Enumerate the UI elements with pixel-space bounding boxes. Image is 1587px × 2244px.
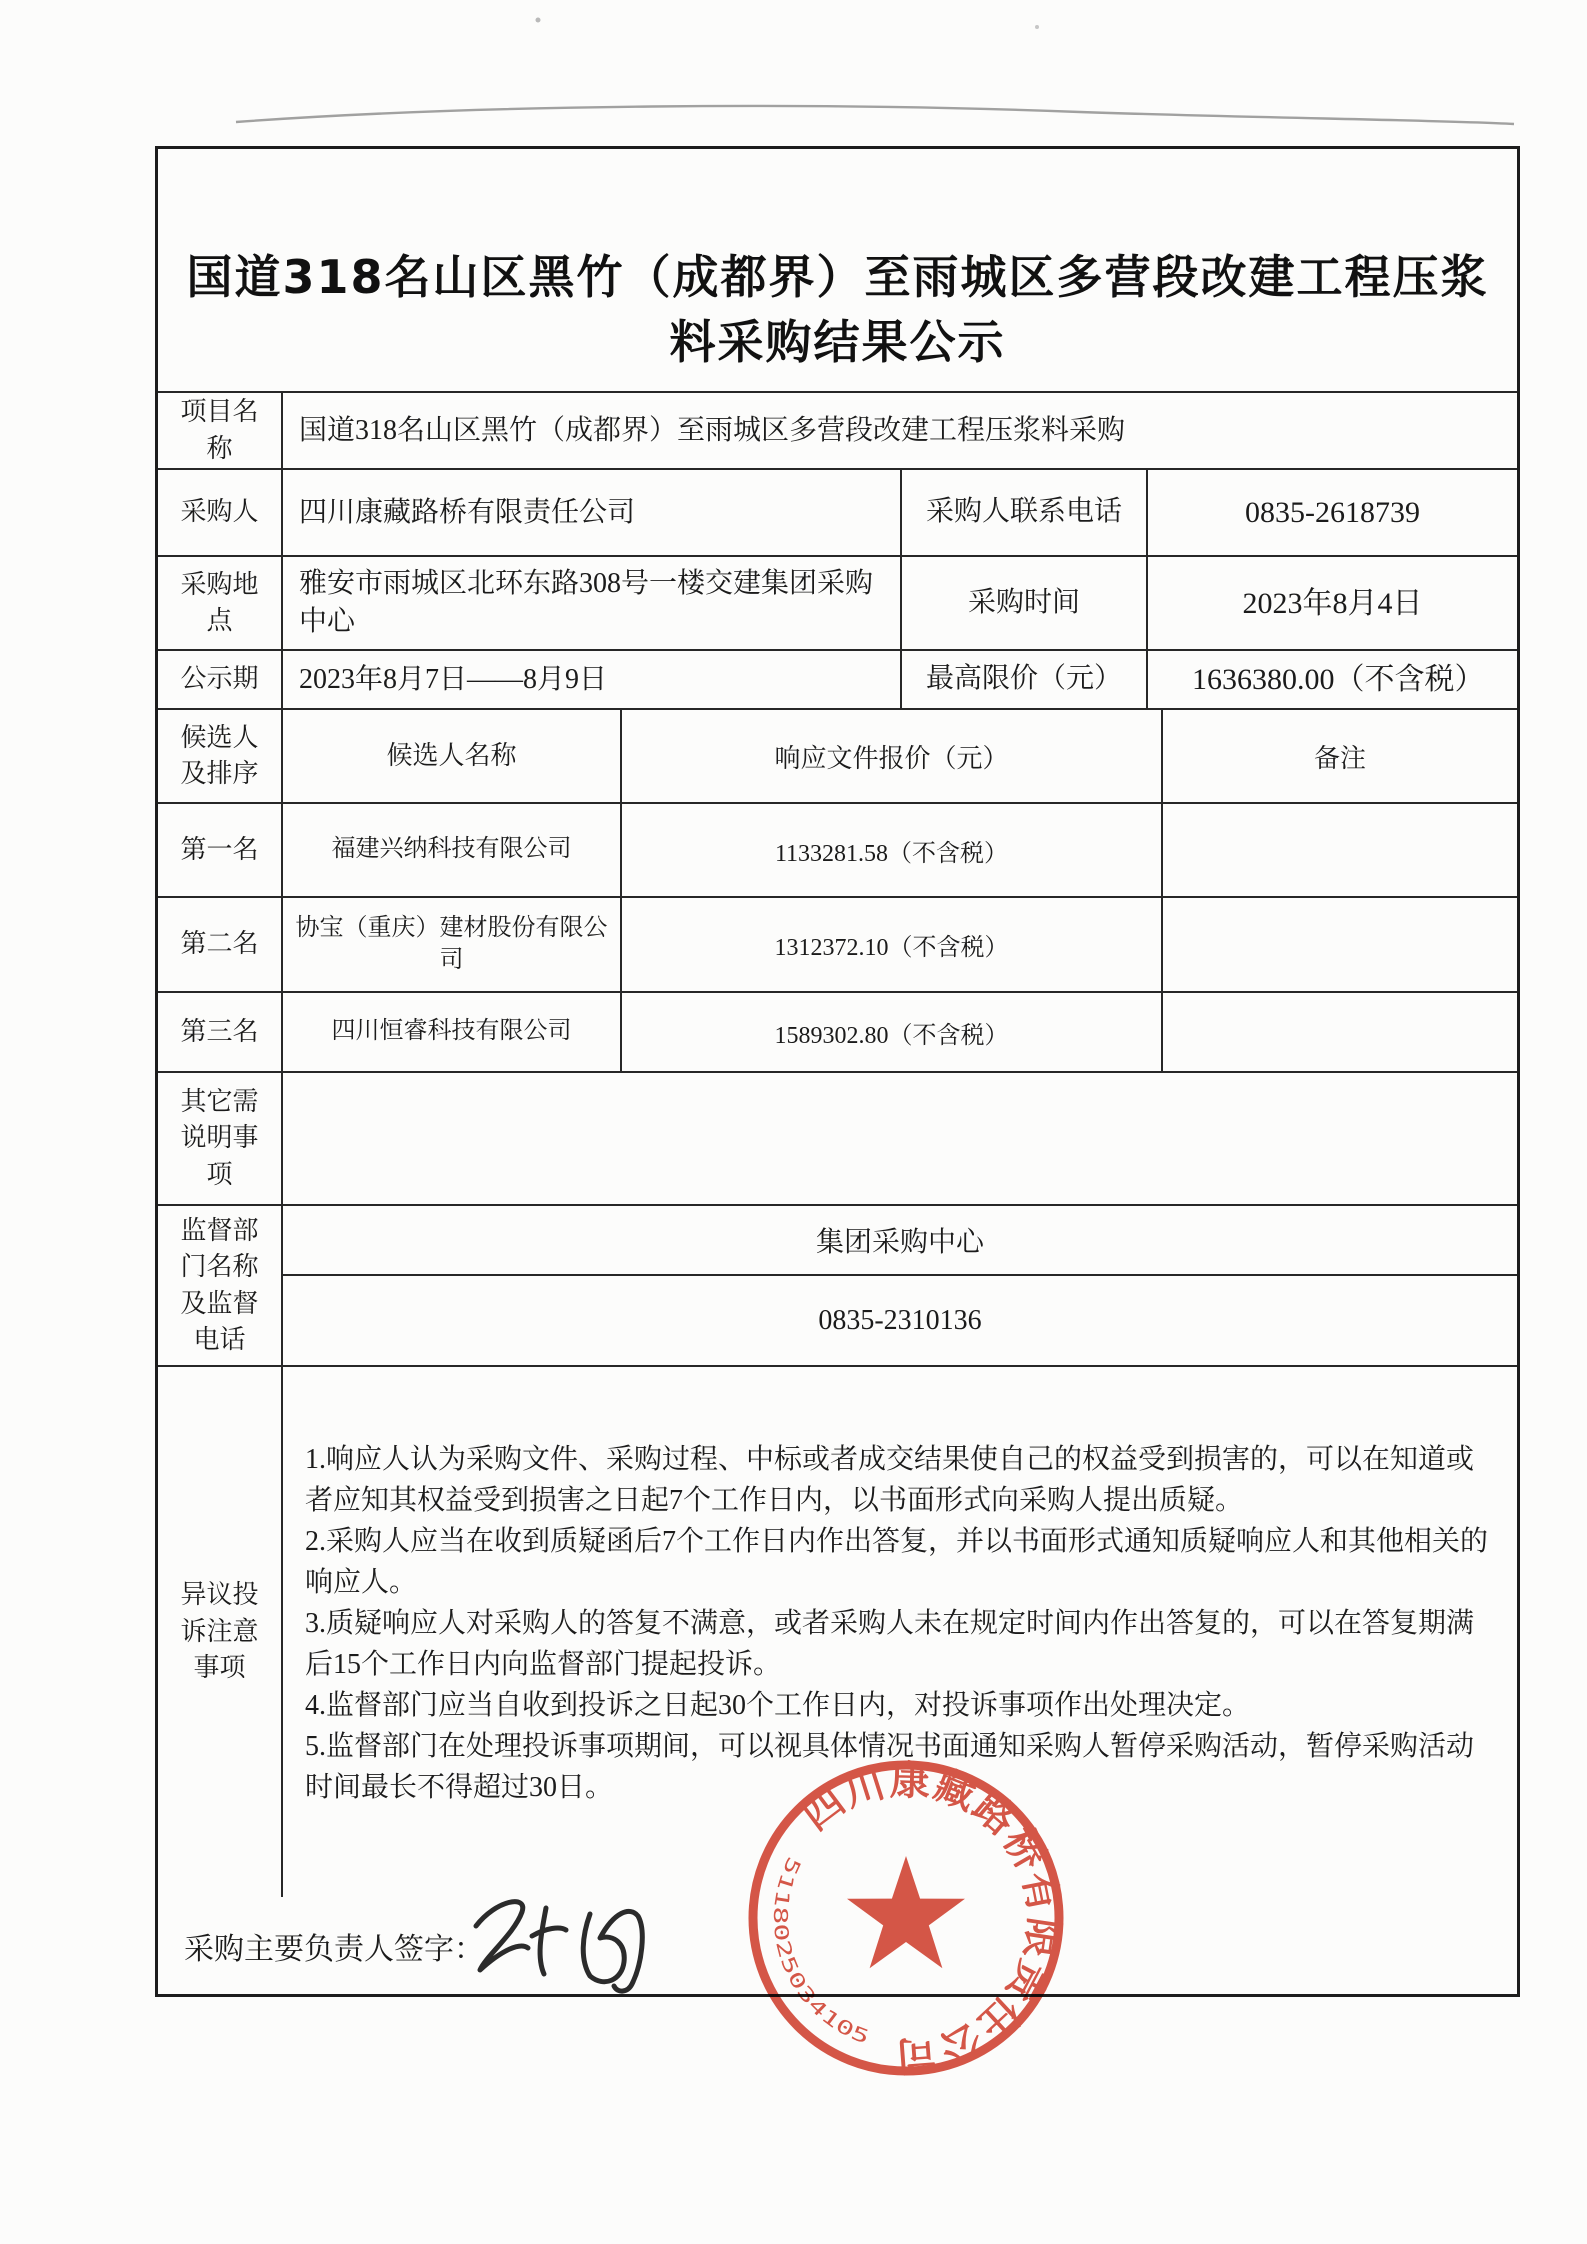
signature-stroke bbox=[476, 1902, 528, 1970]
signature-stroke bbox=[532, 1928, 566, 1936]
candidate-2-remark bbox=[1161, 898, 1517, 991]
purchaser-phone-value: 0835-2618739 bbox=[1146, 470, 1517, 555]
scan-speck bbox=[1035, 25, 1039, 29]
candidate-1-remark bbox=[1161, 804, 1517, 896]
purchaser-value: 四川康藏路桥有限责任公司 bbox=[281, 470, 900, 555]
objection-label: 异议投诉注意事项 bbox=[180, 1580, 259, 1683]
candidate-2-name: 协宝（重庆）建材股份有限公司 bbox=[281, 898, 620, 991]
signature-stroke bbox=[540, 1908, 546, 1974]
supervision-department: 集团采购中心 bbox=[283, 1206, 1517, 1276]
candidates-price-header: 响应文件报价（元） bbox=[620, 710, 1161, 802]
candidate-3-remark bbox=[1161, 993, 1517, 1071]
svg-text:5118025034105 bbox=[769, 1853, 873, 2049]
candidate-3-price: 1589302.80（不含税） bbox=[620, 993, 1161, 1071]
seal-code-text: 5118025034105 bbox=[768, 1853, 867, 2047]
project-name-value: 国道318名山区黑竹（成都界）至雨城区多营段改建工程压浆料采购 bbox=[281, 393, 1517, 468]
objection-item-2: 2.采购人应当在收到质疑函后7个工作日内作出答复，并以书面形式通知质疑响应人和其他相关的响应人。 bbox=[305, 1526, 1489, 1598]
candidates-remark-header: 备注 bbox=[1161, 710, 1517, 802]
candidate-3-name: 四川恒睿科技有限公司 bbox=[281, 993, 620, 1071]
objection-item-4: 4.监督部门应当自收到投诉之日起30个工作日内，对投诉事项作出处理决定。 bbox=[305, 1690, 1251, 1721]
row-supervision bbox=[158, 1204, 1517, 1365]
row-purchaser bbox=[158, 468, 1517, 555]
signature-stroke bbox=[583, 1911, 642, 1991]
objection-item-1: 1.响应人认为采购文件、采购过程、中标或者成交结果使自己的权益受到损害的，可以在知道或者应知其权益受到损害之日起7个工作日内，以书面形式向采购人提出质疑。 bbox=[305, 1444, 1475, 1516]
project-name-label: 项目名称 bbox=[180, 397, 259, 463]
candidates-name-header: 候选人名称 bbox=[281, 710, 620, 802]
objection-item-3: 3.质疑响应人对采购人的答复不满意，或者采购人未在规定时间内作出答复的，可以在答复期满后15个工作日内向监督部门提起投诉。 bbox=[305, 1608, 1475, 1680]
other-notes-label: 其它需说明事项 bbox=[180, 1086, 259, 1189]
purchaser-label: 采购人 bbox=[180, 497, 259, 527]
handwritten-signature bbox=[462, 1878, 692, 2008]
supervision-label: 监督部门名称及监督电话 bbox=[180, 1215, 259, 1354]
purchaser-phone-label: 采购人联系电话 bbox=[900, 470, 1146, 555]
scan-artifact-line bbox=[236, 106, 1514, 124]
candidate-3-rank: 第三名 bbox=[180, 1016, 259, 1046]
other-notes-value bbox=[281, 1073, 1517, 1204]
procurement-result-table bbox=[155, 146, 1520, 1997]
company-seal bbox=[726, 1738, 1086, 2098]
row-project-name bbox=[158, 391, 1517, 468]
objection-item-5: 5.监督部门在处理投诉事项期间，可以视具体情况书面通知采购人暂停采购活动，暂停采购活动时间最长不得超过30日。 bbox=[305, 1731, 1475, 1803]
supervision-phone: 0835-2310136 bbox=[818, 1304, 982, 1336]
candidate-row-2 bbox=[158, 896, 1517, 991]
candidates-rank-header: 候选人及排序 bbox=[180, 722, 259, 788]
purchase-time-label: 采购时间 bbox=[900, 557, 1146, 649]
supervision-content bbox=[281, 1206, 1517, 1365]
candidate-row-3 bbox=[158, 991, 1517, 1071]
candidate-1-rank: 第一名 bbox=[180, 834, 259, 864]
title-line-1: 国道318名山区黑竹（成都界）至雨城区多营段改建工程压浆 bbox=[186, 250, 1489, 304]
purchase-time-value: 2023年8月4日 bbox=[1146, 557, 1517, 649]
purchase-place-value: 雅安市雨城区北环东路308号一楼交建集团采购中心 bbox=[281, 557, 900, 649]
title-line-2: 料采购结果公示 bbox=[669, 315, 1006, 369]
document-title bbox=[158, 149, 1517, 391]
candidates-header-row bbox=[158, 708, 1517, 802]
scan-speck bbox=[536, 18, 541, 23]
candidate-1-price: 1133281.58（不含税） bbox=[620, 804, 1161, 896]
publicity-period-value: 2023年8月7日——8月9日 bbox=[281, 651, 900, 708]
purchase-place-label: 采购地点 bbox=[180, 569, 259, 635]
candidate-row-1 bbox=[158, 802, 1517, 896]
price-limit-label: 最高限价（元） bbox=[900, 651, 1146, 708]
publicity-period-label: 公示期 bbox=[180, 664, 259, 694]
row-other-notes bbox=[158, 1071, 1517, 1204]
signature-label: 采购主要负责人签字： bbox=[184, 1932, 484, 1966]
candidate-2-price: 1312372.10（不含税） bbox=[620, 898, 1161, 991]
seal-star-icon bbox=[847, 1856, 965, 1968]
row-purchase-place bbox=[158, 555, 1517, 649]
seal-company-text: 四川康藏路桥有限责任公司 bbox=[794, 1757, 1067, 2079]
candidate-2-rank: 第二名 bbox=[180, 929, 259, 959]
candidate-1-name: 福建兴纳科技有限公司 bbox=[281, 804, 620, 896]
price-limit-value: 1636380.00（不含税） bbox=[1146, 651, 1517, 708]
row-publicity-period bbox=[158, 649, 1517, 708]
